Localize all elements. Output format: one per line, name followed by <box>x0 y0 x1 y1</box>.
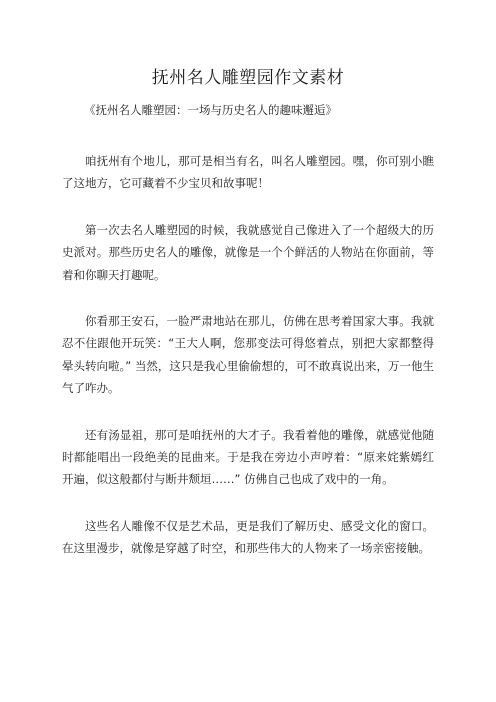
paragraph-1: 咱抚州有个地儿，那可是相当有名，叫名人雕塑园。嘿，你可别小瞧了这地方，它可藏着不少宝贝和故事呢！ <box>62 154 434 191</box>
paragraph-5: 这些名人雕像不仅是艺术品，更是我们了解历史、感受文化的窗口。在这里漫步，就像是穿越了时空，和那些伟大的人物来了一场亲密接触。 <box>62 518 434 556</box>
paragraph-4: 还有汤显祖，那可是咱抚州的大才子。我看着他的雕像，就感觉他随时都能唱出一段绝美的昆曲来。于是我在旁边小声哼着：“原来姹紫嫣红开遍，似这般都付与断井颓垣……” 仿佛自己也成了戏中的一角。 <box>62 427 434 487</box>
document-title: 抚州名人雕塑园作文素材 <box>151 68 345 88</box>
paragraph-3: 你看那王安石，一脸严肃地站在那儿，仿佛在思考着国家大事。我就忍不住跟他开玩笑：“王大人啊，您那变法可得悠着点，别把大家都整得晕头转向啦。” 当然，这只是我心里偷偷想的，可不敢真说出来，万一他生气了咋办。 <box>62 314 434 396</box>
paragraph-2: 第一次去名人雕塑园的时候，我就感觉自己像进入了一个超级大的历史派对。那些历史名人的雕像，就像是一个个鲜活的人物站在你面前，等着和你聊天打趣呢。 <box>62 222 434 282</box>
document-subtitle: 《抚州名人雕塑园：一场与历史名人的趣味邂逅》 <box>84 103 337 117</box>
